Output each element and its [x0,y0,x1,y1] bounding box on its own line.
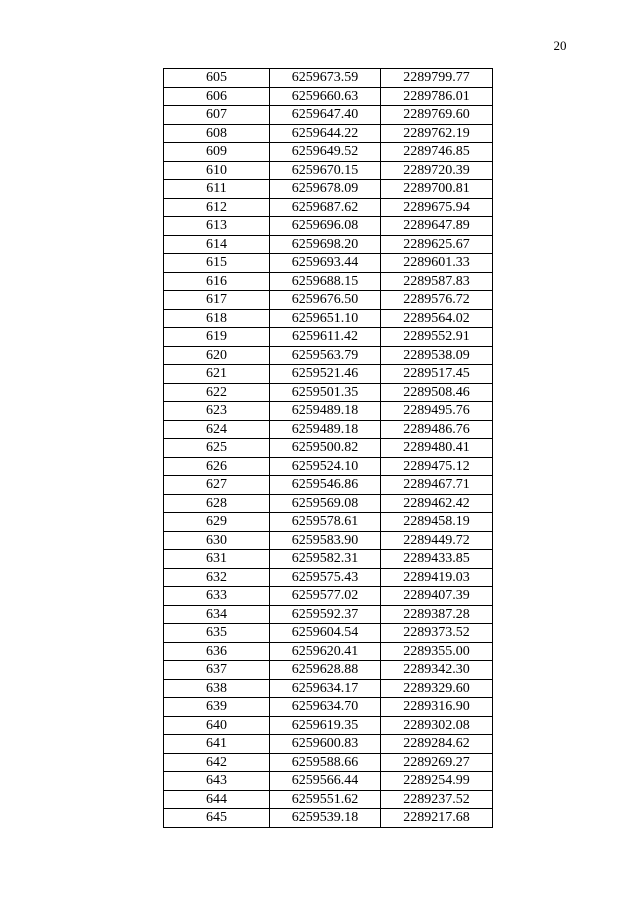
y-coordinate-cell: 2289538.09 [381,346,493,365]
table-row [164,642,493,661]
y-coordinate-cell: 2289786.01 [381,87,493,106]
x-coordinate-cell: 6259563.79 [270,346,381,365]
y-coordinate-cell: 2289508.46 [381,383,493,402]
x-coordinate-cell: 6259698.20 [270,235,381,254]
table-row [164,624,493,643]
x-coordinate-cell: 6259582.31 [270,550,381,569]
y-coordinate-cell: 2289342.30 [381,661,493,680]
point-number-cell: 620 [164,346,270,365]
y-coordinate-cell: 2289269.27 [381,753,493,772]
y-coordinate-cell: 2289217.68 [381,809,493,828]
table-row [164,753,493,772]
y-coordinate-cell: 2289475.12 [381,457,493,476]
x-coordinate-cell: 6259569.08 [270,494,381,513]
page-number: 20 [553,38,567,53]
y-coordinate-cell: 2289700.81 [381,180,493,199]
point-number-cell: 609 [164,143,270,162]
x-coordinate-cell: 6259551.62 [270,790,381,809]
y-coordinate-cell: 2289302.08 [381,716,493,735]
y-coordinate-cell: 2289419.03 [381,568,493,587]
y-coordinate-cell: 2289720.39 [381,161,493,180]
y-coordinate-cell: 2289601.33 [381,254,493,273]
x-coordinate-cell: 6259649.52 [270,143,381,162]
table-row [164,772,493,791]
table-row [164,328,493,347]
x-coordinate-cell: 6259578.61 [270,513,381,532]
table-row [164,365,493,384]
table-row [164,439,493,458]
x-coordinate-cell: 6259600.83 [270,735,381,754]
table-row [164,272,493,291]
point-number-cell: 617 [164,291,270,310]
table-row [164,550,493,569]
point-number-cell: 626 [164,457,270,476]
table-row [164,383,493,402]
x-coordinate-cell: 6259647.40 [270,106,381,125]
y-coordinate-cell: 2289284.62 [381,735,493,754]
x-coordinate-cell: 6259611.42 [270,328,381,347]
table-row [164,180,493,199]
point-number-cell: 633 [164,587,270,606]
x-coordinate-cell: 6259583.90 [270,531,381,550]
table-row [164,291,493,310]
y-coordinate-cell: 2289355.00 [381,642,493,661]
x-coordinate-cell: 6259604.54 [270,624,381,643]
point-number-cell: 618 [164,309,270,328]
point-number-cell: 614 [164,235,270,254]
y-coordinate-cell: 2289462.42 [381,494,493,513]
table-row [164,346,493,365]
table-row [164,513,493,532]
point-number-cell: 642 [164,753,270,772]
y-coordinate-cell: 2289799.77 [381,69,493,88]
point-number-cell: 644 [164,790,270,809]
y-coordinate-cell: 2289552.91 [381,328,493,347]
y-coordinate-cell: 2289486.76 [381,420,493,439]
table-row [164,217,493,236]
y-coordinate-cell: 2289373.52 [381,624,493,643]
coordinates-table-body [164,69,493,828]
table-row [164,161,493,180]
y-coordinate-cell: 2289495.76 [381,402,493,421]
y-coordinate-cell: 2289458.19 [381,513,493,532]
x-coordinate-cell: 6259660.63 [270,87,381,106]
point-number-cell: 627 [164,476,270,495]
y-coordinate-cell: 2289762.19 [381,124,493,143]
y-coordinate-cell: 2289625.67 [381,235,493,254]
point-number-cell: 625 [164,439,270,458]
y-coordinate-cell: 2289480.41 [381,439,493,458]
x-coordinate-cell: 6259546.86 [270,476,381,495]
table-row [164,587,493,606]
point-number-cell: 631 [164,550,270,569]
x-coordinate-cell: 6259687.62 [270,198,381,217]
x-coordinate-cell: 6259676.50 [270,291,381,310]
point-number-cell: 610 [164,161,270,180]
x-coordinate-cell: 6259575.43 [270,568,381,587]
x-coordinate-cell: 6259588.66 [270,753,381,772]
table-row [164,679,493,698]
y-coordinate-cell: 2289564.02 [381,309,493,328]
x-coordinate-cell: 6259489.18 [270,420,381,439]
point-number-cell: 630 [164,531,270,550]
point-number-cell: 613 [164,217,270,236]
x-coordinate-cell: 6259673.59 [270,69,381,88]
x-coordinate-cell: 6259628.88 [270,661,381,680]
x-coordinate-cell: 6259678.09 [270,180,381,199]
point-number-cell: 622 [164,383,270,402]
point-number-cell: 641 [164,735,270,754]
table-row [164,402,493,421]
point-number-cell: 640 [164,716,270,735]
point-number-cell: 632 [164,568,270,587]
x-coordinate-cell: 6259566.44 [270,772,381,791]
x-coordinate-cell: 6259651.10 [270,309,381,328]
y-coordinate-cell: 2289237.52 [381,790,493,809]
y-coordinate-cell: 2289316.90 [381,698,493,717]
y-coordinate-cell: 2289254.99 [381,772,493,791]
point-number-cell: 615 [164,254,270,273]
x-coordinate-cell: 6259619.35 [270,716,381,735]
table-row [164,420,493,439]
point-number-cell: 635 [164,624,270,643]
point-number-cell: 643 [164,772,270,791]
table-row [164,476,493,495]
y-coordinate-cell: 2289576.72 [381,291,493,310]
point-number-cell: 619 [164,328,270,347]
x-coordinate-cell: 6259500.82 [270,439,381,458]
x-coordinate-cell: 6259524.10 [270,457,381,476]
point-number-cell: 645 [164,809,270,828]
x-coordinate-cell: 6259693.44 [270,254,381,273]
x-coordinate-cell: 6259489.18 [270,402,381,421]
table-row [164,309,493,328]
y-coordinate-cell: 2289449.72 [381,531,493,550]
y-coordinate-cell: 2289587.83 [381,272,493,291]
point-number-cell: 638 [164,679,270,698]
y-coordinate-cell: 2289746.85 [381,143,493,162]
table-row [164,143,493,162]
x-coordinate-cell: 6259577.02 [270,587,381,606]
y-coordinate-cell: 2289329.60 [381,679,493,698]
y-coordinate-cell: 2289769.60 [381,106,493,125]
table-row [164,568,493,587]
table-row [164,457,493,476]
table-row [164,69,493,88]
point-number-cell: 606 [164,87,270,106]
point-number-cell: 639 [164,698,270,717]
x-coordinate-cell: 6259670.15 [270,161,381,180]
x-coordinate-cell: 6259501.35 [270,383,381,402]
y-coordinate-cell: 2289433.85 [381,550,493,569]
table-row [164,124,493,143]
table-row [164,494,493,513]
y-coordinate-cell: 2289675.94 [381,198,493,217]
y-coordinate-cell: 2289467.71 [381,476,493,495]
point-number-cell: 637 [164,661,270,680]
table-row [164,661,493,680]
table-row [164,235,493,254]
table-row [164,254,493,273]
table-row [164,716,493,735]
table-row [164,735,493,754]
point-number-cell: 621 [164,365,270,384]
x-coordinate-cell: 6259634.17 [270,679,381,698]
point-number-cell: 629 [164,513,270,532]
y-coordinate-cell: 2289517.45 [381,365,493,384]
point-number-cell: 628 [164,494,270,513]
point-number-cell: 608 [164,124,270,143]
point-number-cell: 636 [164,642,270,661]
table-row [164,605,493,624]
point-number-cell: 623 [164,402,270,421]
point-number-cell: 634 [164,605,270,624]
coordinates-table [163,68,493,828]
x-coordinate-cell: 6259688.15 [270,272,381,291]
point-number-cell: 616 [164,272,270,291]
table-row [164,698,493,717]
y-coordinate-cell: 2289387.28 [381,605,493,624]
point-number-cell: 605 [164,69,270,88]
x-coordinate-cell: 6259592.37 [270,605,381,624]
x-coordinate-cell: 6259539.18 [270,809,381,828]
table-row [164,198,493,217]
x-coordinate-cell: 6259644.22 [270,124,381,143]
y-coordinate-cell: 2289407.39 [381,587,493,606]
point-number-cell: 624 [164,420,270,439]
x-coordinate-cell: 6259521.46 [270,365,381,384]
x-coordinate-cell: 6259696.08 [270,217,381,236]
table-row [164,809,493,828]
x-coordinate-cell: 6259634.70 [270,698,381,717]
y-coordinate-cell: 2289647.89 [381,217,493,236]
point-number-cell: 611 [164,180,270,199]
table-row [164,106,493,125]
x-coordinate-cell: 6259620.41 [270,642,381,661]
table-row [164,790,493,809]
table-row [164,531,493,550]
point-number-cell: 607 [164,106,270,125]
table-row [164,87,493,106]
point-number-cell: 612 [164,198,270,217]
